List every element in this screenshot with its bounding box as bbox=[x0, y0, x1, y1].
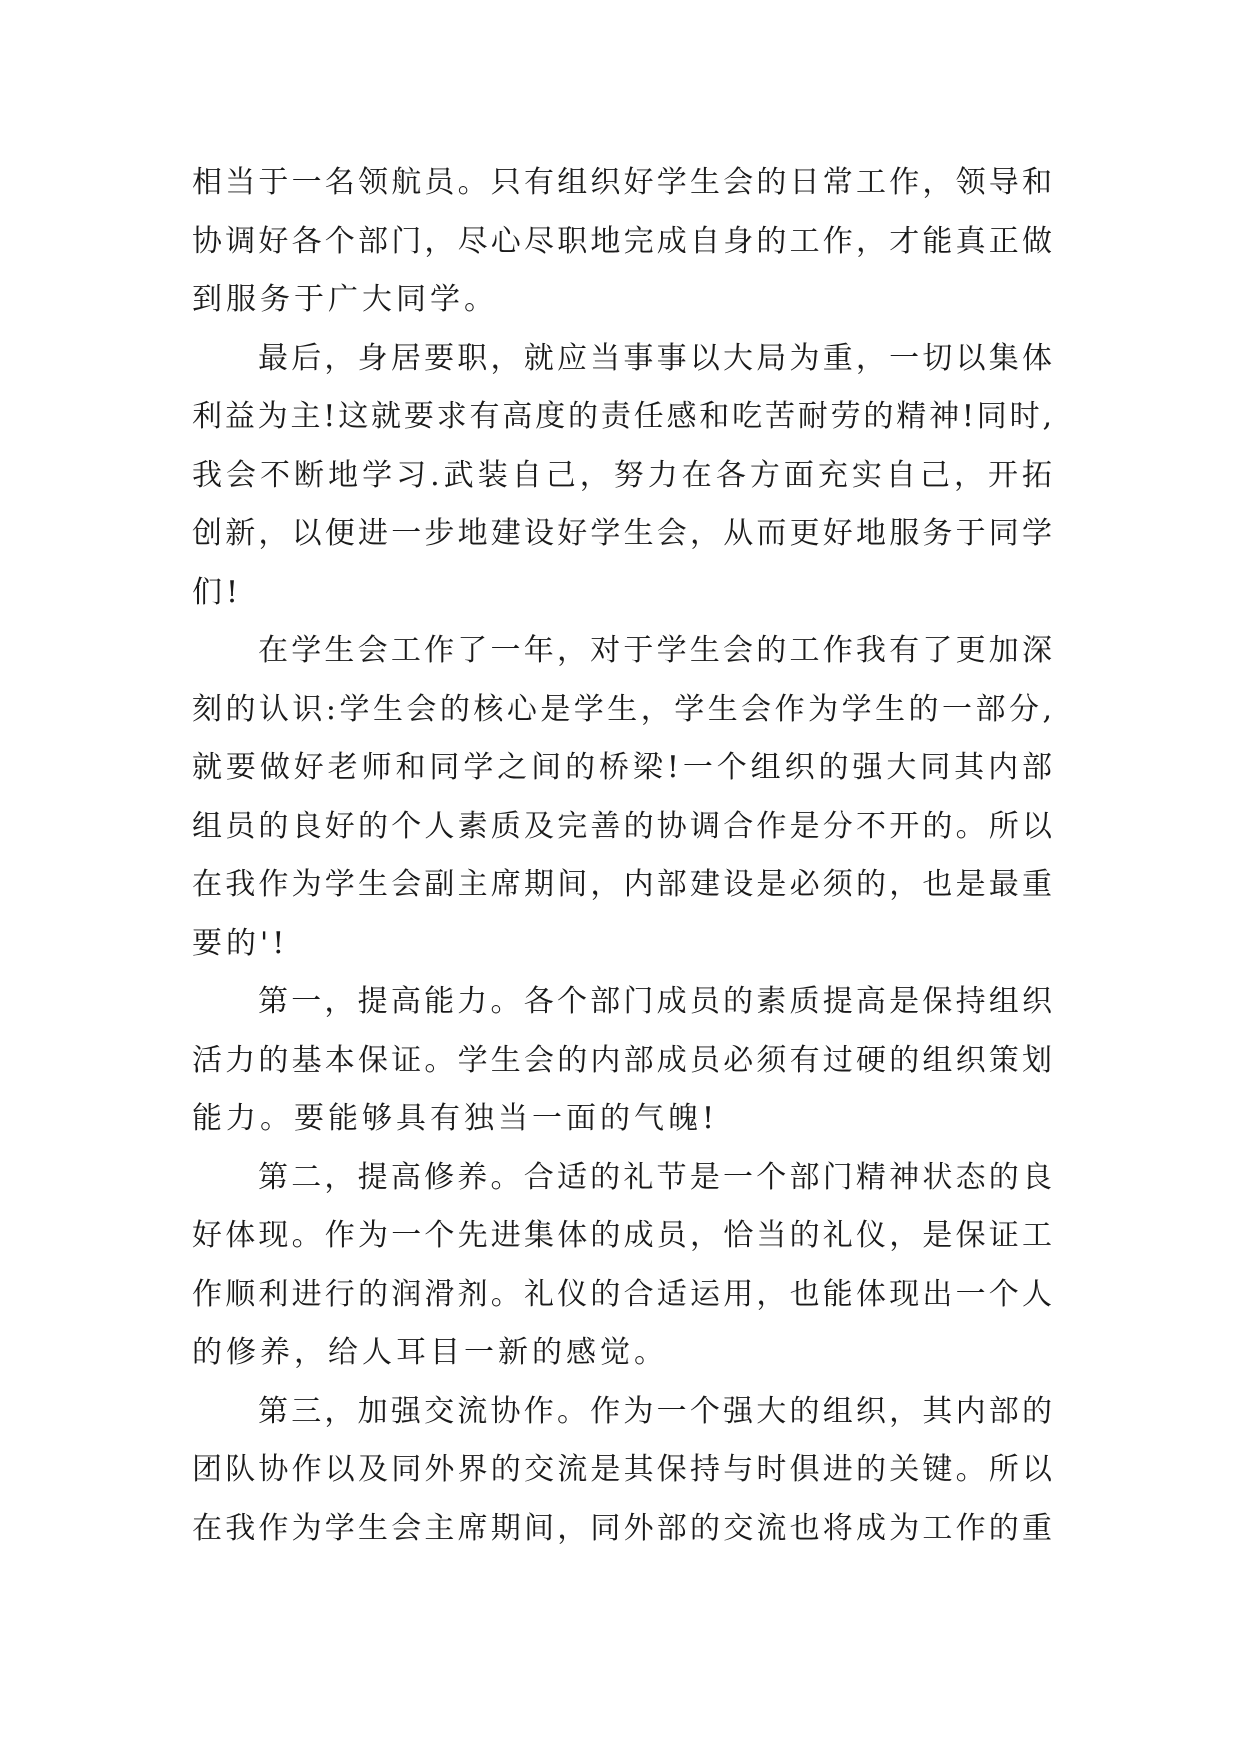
paragraph bbox=[192, 622, 1052, 973]
text-line: 在我作为学生会主席期间，同外部的交流也将成为工作的重 bbox=[192, 1510, 1052, 1546]
paragraph bbox=[192, 330, 1052, 623]
text-line: 在学生会工作了一年，对于学生会的工作我有了更加深 bbox=[258, 633, 1052, 668]
text-line: 们! bbox=[192, 574, 243, 610]
document-body bbox=[192, 154, 1052, 1558]
text-line: 在我作为学生会副主席期间，内部建设是必须的，也是最重 bbox=[192, 867, 1052, 902]
text-line: 刻的认识:学生会的核心是学生，学生会作为学生的一部分, bbox=[192, 691, 1052, 727]
text-line: 到服务于广大同学。 bbox=[192, 282, 498, 317]
text-line: 第一，提高能力。各个部门成员的素质提高是保持组织 bbox=[258, 984, 1052, 1019]
text-line: 作顺利进行的润滑剂。礼仪的合适运用，也能体现出一个人 bbox=[192, 1276, 1052, 1312]
text-line: 的修养，给人耳目一新的感觉。 bbox=[192, 1335, 668, 1370]
text-line: 最后，身居要职，就应当事事以大局为重，一切以集体 bbox=[258, 340, 1052, 376]
text-line: 好体现。作为一个先进集体的成员，恰当的礼仪，是保证工 bbox=[192, 1218, 1052, 1253]
text-line: 利益为主!这就要求有高度的责任感和吃苦耐劳的精神!同时, bbox=[192, 399, 1052, 434]
text-line: 第三，加强交流协作。作为一个强大的组织，其内部的 bbox=[258, 1393, 1052, 1429]
text-line: 创新，以便进一步地建设好学生会，从而更好地服务于同学 bbox=[192, 516, 1052, 551]
text-line: 能力。要能够具有独当一面的气魄! bbox=[192, 1101, 719, 1136]
text-line: 团队协作以及同外界的交流是其保持与时俱进的关键。所以 bbox=[192, 1452, 1052, 1487]
paragraph bbox=[192, 1149, 1052, 1383]
text-line: 第二，提高修养。合适的礼节是一个部门精神状态的良 bbox=[258, 1159, 1052, 1195]
text-line: 相当于一名领航员。只有组织好学生会的日常工作，领导和 bbox=[192, 165, 1052, 200]
text-line: 我会不断地学习.武装自己，努力在各方面充实自己，开拓 bbox=[192, 457, 1052, 493]
text-line: 活力的基本保证。学生会的内部成员必须有过硬的组织策划 bbox=[192, 1042, 1052, 1078]
paragraph bbox=[192, 154, 1052, 330]
paragraph bbox=[192, 1383, 1052, 1559]
text-line: 就要做好老师和同学之间的桥梁!一个组织的强大同其内部 bbox=[192, 750, 1052, 785]
text-line: 协调好各个部门，尽心尽职地完成自身的工作，才能真正做 bbox=[192, 223, 1052, 259]
text-line: 组员的良好的个人素质及完善的协调合作是分不开的。所以 bbox=[192, 808, 1052, 844]
text-line: 要的'! bbox=[192, 925, 289, 961]
paragraph bbox=[192, 973, 1052, 1149]
